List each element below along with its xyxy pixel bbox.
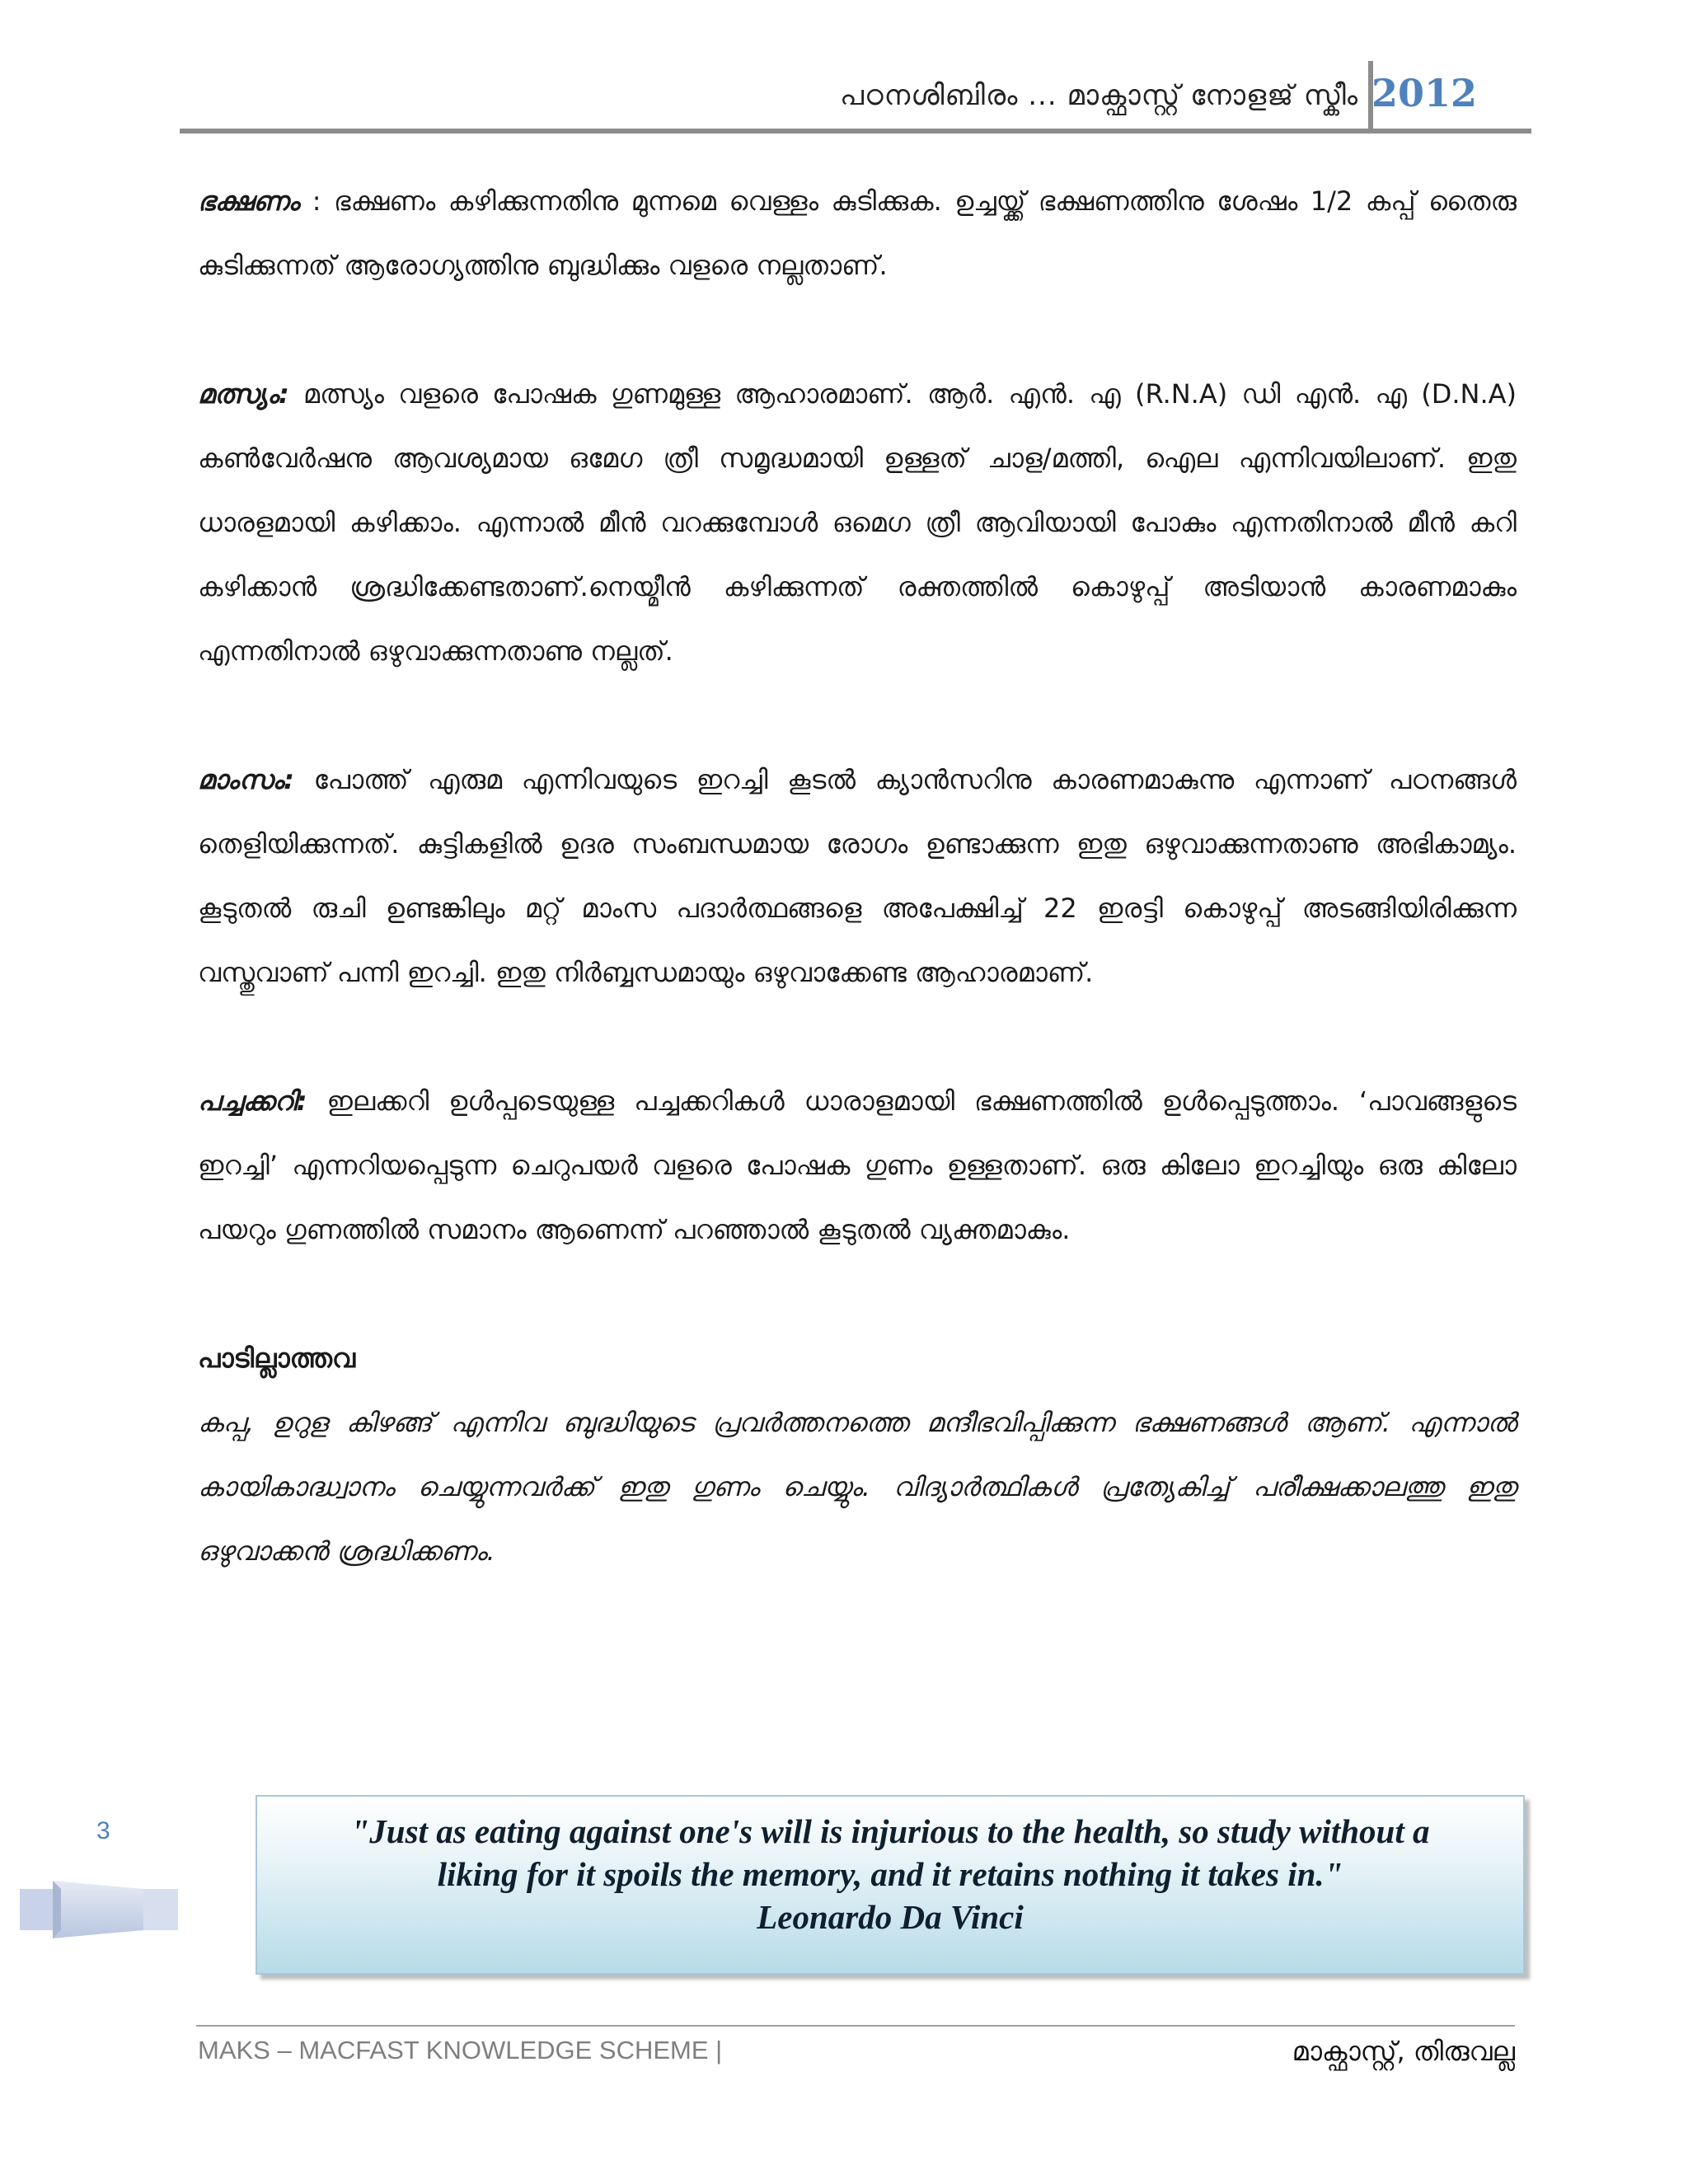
page-ribbon-graphic	[20, 1879, 178, 1940]
paragraph-food	[198, 169, 1517, 298]
quote-line: "Just as eating against one's will is injurious to the health, so study without a	[350, 1812, 1430, 1850]
quote-box	[256, 1795, 1525, 1975]
paragraph-text: മത്സ്യം വളരെ പോഷക ഗുണമുള്ള ആഹാരമാണ്. ആർ. എൻ. എ (R.N.A) ഡി എൻ. എ (D.N.A) കൺവേർഷനു ആവശ്യമായ ഒമേഗ ത്രീ സമൃദ്ധമായി ഉള്ളത് ചാള/മത്തി, ഐല എന്നിവയിലാണ്. ഇതു ധാരളമായി കഴിക്കാം. എന്നാൽ മീൻ വറക്കുമ്പോൾ ഒമെഗ ത്രീ ആവിയായി പോകും എന്നതിനാൽ മീൻ കറി കഴിക്കാൻ ശ്രദ്ധിക്കേണ്ടതാണ്.നെയ്മീൻ കഴിക്കുന്നത് രക്തത്തിൽ കൊഴുപ്പ് അടിയാൻ കാരണമാകും എന്നതിനാൽ ഒഴുവാക്കുന്നതാണു നല്ലത്.	[198, 378, 1517, 667]
page-number: 3	[96, 1817, 110, 1844]
paragraph-vegetables	[198, 1069, 1517, 1262]
footer-rule	[196, 2025, 1515, 2027]
header-rule	[180, 129, 1531, 134]
paragraph-text: പോത്ത് എരുമ എന്നിവയുടെ ഇറച്ചി കൂടൽ ക്യാൻസറിനു കാരണമാകുന്നു എന്നാണ് പഠനങ്ങൾ തെളിയിക്കുന്നത്. കുട്ടികളിൽ ഉദര സംബന്ധമായ രോഗം ഉണ്ടാക്കുന്ന ഇതു ഒഴുവാക്കുന്നതാണു അഭികാമ്യം. കൂടുതൽ രുചി ഉണ്ടങ്കിലും മറ്റ് മാംസ പദാർത്ഥങ്ങളെ അപേക്ഷിച്ച് 22 ഇരട്ടി കൊഴുപ്പ് അടങ്ങിയിരിക്കുന്ന വസ്തുവാണ് പന്നി ഇറച്ചി. ഇതു നിർബ്ബന്ധമായും ഒഴുവാക്കേണ്ട ആഹാരമാണ്.	[198, 764, 1517, 988]
quote-author: Leonardo Da Vinci	[757, 1898, 1024, 1936]
header-year: 2012	[1371, 71, 1477, 115]
quote-line: liking for it spoils the memory, and it retains nothing it takes in."	[437, 1855, 1343, 1893]
paragraph-text: : ഭക്ഷണം കഴിക്കുന്നതിനു മുന്നമെ വെള്ളം കുടിക്കുക. ഉച്ചയ്ക്ക് ഭക്ഷണത്തിനു ശേഷം 1/2 കപ്പ് തൈരു കുടിക്കുന്നത് ആരോഗ്യത്തിനു ബുദ്ധിക്കും വളരെ നല്ലതാണ്.	[198, 185, 1517, 281]
footer-left: MAKS – MACFAST KNOWLEDGE SCHEME |	[198, 2036, 723, 2064]
paragraph-lead: മാംസം:	[198, 764, 294, 795]
section-text: കപ്പ, ഉറുള കിഴങ്ങ് എന്നിവ ബുദ്ധിയുടെ പ്രവർത്തനത്തെ മന്ദീഭവിപ്പിക്കുന്ന ഭക്ഷണങ്ങൾ ആണ്. എന്നാൽ കായികാദ്ധ്വാനം ചെയ്യുന്നവർക്ക് ഇതു ഗുണം ചെയ്യും. വിദ്യാർത്ഥികൾ പ്രത്യേകിച്ച് പരീക്ഷക്കാലത്തു ഇതു ഒഴുവാക്കൻ ശ്രദ്ധിക്കണം.	[198, 1407, 1517, 1567]
paragraph-text: ഇലക്കറി ഉൾപ്പടെയുള്ള പച്ചക്കറികൾ ധാരാളമായി ഭക്ഷണത്തിൽ ഉൾപ്പെടുത്താം. ‘പാവങ്ങളുടെ ഇറച്ചി’ എന്നറിയപ്പെടുന്ന ചെറുപയർ വളരെ പോഷക ഗുണം ഉള്ളതാണ്. ഒരു കിലോ ഇറച്ചിയും ഒരു കിലോ പയറും ഗുണത്തിൽ സമാനം ആണെന്ന് പറഞ്ഞാൽ കൂടുതൽ വ്യക്തമാകും.	[198, 1085, 1517, 1245]
page-header	[180, 58, 1531, 132]
section-heading: പാടില്ലാത്തവ	[198, 1343, 356, 1374]
header-title: പഠനശിബിരം ... മാക്ഫാസ്റ്റ് നോളജ് സ്കീം	[839, 79, 1358, 112]
page-body	[198, 169, 1517, 1583]
paragraph-fish	[198, 362, 1517, 683]
footer-right: മാക്ഫാസ്റ്റ്, തിരുവല്ല	[1292, 2036, 1515, 2067]
paragraph-lead: മത്സ്യം:	[198, 378, 289, 410]
paragraph-lead: പച്ചക്കറി:	[198, 1085, 307, 1117]
paragraph-meat	[198, 748, 1517, 1005]
paragraph-lead: ഭക്ഷണം	[198, 185, 300, 217]
